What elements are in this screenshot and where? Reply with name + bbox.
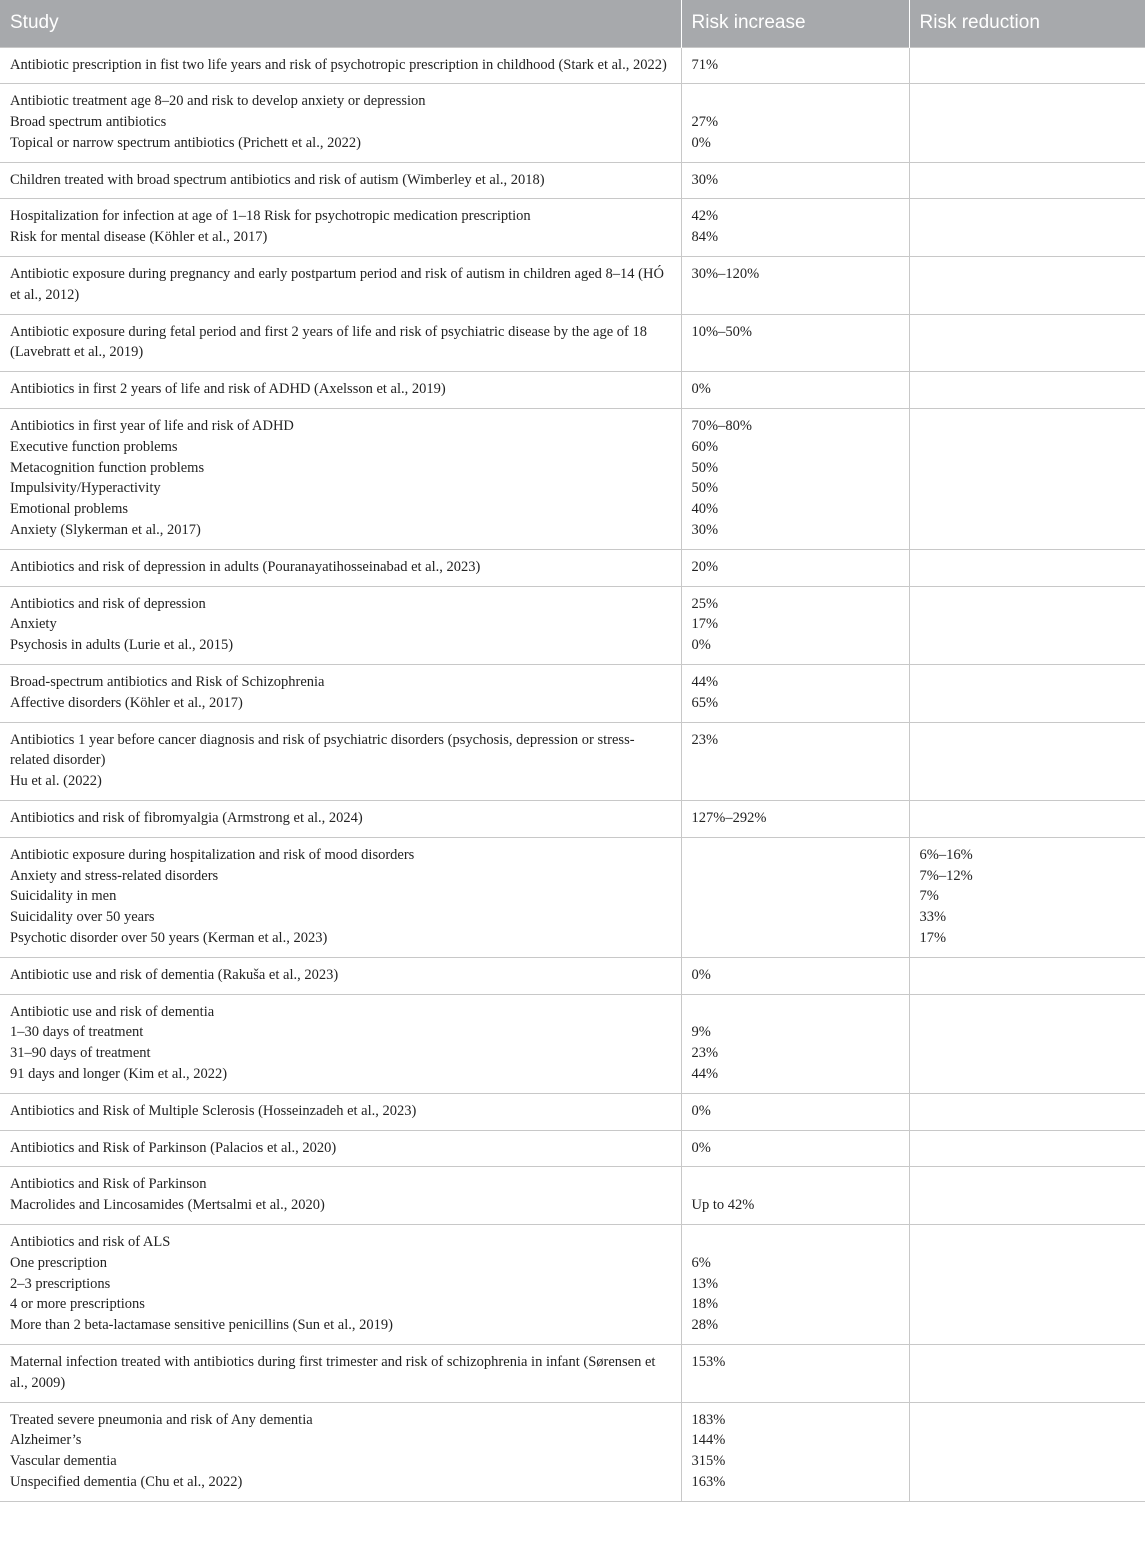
table-row bbox=[0, 994, 1145, 1093]
table-row bbox=[0, 665, 1145, 723]
risk-increase-cell bbox=[681, 957, 909, 994]
risk-increase-cell bbox=[681, 162, 909, 199]
risk-increase-cell bbox=[681, 837, 909, 957]
study-cell bbox=[0, 801, 681, 838]
table-row bbox=[0, 84, 1145, 162]
table-row bbox=[0, 372, 1145, 409]
risk-reduction-cell bbox=[909, 1402, 1145, 1501]
study-cell-line: Executive function problems bbox=[10, 438, 178, 455]
risk-increase-cell bbox=[681, 314, 909, 372]
study-cell bbox=[0, 1402, 681, 1501]
risk-increase-cell-line: 153% bbox=[691, 1353, 726, 1370]
risk-reduction-cell bbox=[909, 257, 1145, 315]
risk-increase-cell-line: 0% bbox=[691, 1139, 711, 1156]
risk-increase-cell-line: 0% bbox=[691, 381, 711, 398]
table-row bbox=[0, 314, 1145, 372]
study-cell bbox=[0, 1130, 681, 1167]
risk-increase-cell-line: 50% bbox=[691, 480, 719, 497]
risk-reduction-cell-line: 17% bbox=[919, 930, 947, 946]
study-cell-line: 1–30 days of treatment bbox=[10, 1024, 144, 1041]
study-cell bbox=[0, 994, 681, 1093]
risk-increase-cell bbox=[681, 1344, 909, 1402]
study-cell bbox=[0, 409, 681, 550]
risk-increase-cell-line: 23% bbox=[691, 731, 719, 748]
risk-increase-cell-line: 84% bbox=[691, 229, 719, 246]
study-cell-line: 31–90 days of treatment bbox=[10, 1045, 151, 1062]
study-cell bbox=[0, 957, 681, 994]
risk-reduction-cell bbox=[909, 314, 1145, 372]
table-row bbox=[0, 801, 1145, 838]
study-cell-line: Psychosis in adults (Lurie et al., 2015) bbox=[10, 637, 234, 654]
study-cell-line: Antibiotics and Risk of Parkinson bbox=[10, 1176, 207, 1193]
risk-increase-cell-line: 30% bbox=[691, 522, 719, 539]
header-study: Study bbox=[0, 0, 681, 47]
study-cell-line: One prescription bbox=[10, 1254, 108, 1271]
study-cell-line: Impulsivity/Hyperactivity bbox=[10, 480, 161, 497]
study-cell-line: More than 2 beta-lactamase sensitive penicillins (Sun et al., 2019) bbox=[10, 1317, 393, 1334]
risk-increase-cell-line: 42% bbox=[691, 208, 719, 225]
study-cell-line: 91 days and longer (Kim et al., 2022) bbox=[10, 1065, 228, 1082]
study-cell-line: Antibiotic use and risk of dementia bbox=[10, 1003, 215, 1020]
table-body bbox=[0, 47, 1145, 1501]
study-cell-line: Emotional problems bbox=[10, 501, 128, 518]
study-cell bbox=[0, 84, 681, 162]
risk-increase-cell bbox=[681, 549, 909, 586]
study-cell-line: Antibiotics and risk of ALS bbox=[10, 1233, 171, 1250]
risk-increase-cell-line bbox=[692, 1174, 899, 1195]
risk-increase-cell-line: 315% bbox=[691, 1453, 726, 1470]
study-cell-line: Antibiotic exposure during fetal period and first 2 years of life and risk of psychiatric disease by the age of 18 (Lavebratt et al., 2019) bbox=[10, 323, 648, 361]
table-row bbox=[0, 1402, 1145, 1501]
study-cell bbox=[0, 47, 681, 84]
risk-increase-cell-line: 44% bbox=[691, 1065, 719, 1082]
risk-increase-cell-line: 6% bbox=[691, 1254, 711, 1271]
study-cell-line: Antibiotics and risk of depression in adults (Pouranayatihosseinabad et al., 2023) bbox=[10, 558, 481, 575]
risk-reduction-cell bbox=[909, 549, 1145, 586]
study-cell-line: Antibiotics and Risk of Parkinson (Palacios et al., 2020) bbox=[10, 1139, 337, 1156]
study-cell-line: Antibiotics 1 year before cancer diagnosis and risk of psychiatric disorders (psychosis, depression or stress-related disorder) bbox=[10, 731, 635, 769]
risk-increase-cell-line: 25% bbox=[691, 595, 719, 612]
study-cell bbox=[0, 1167, 681, 1225]
study-cell-line: Topical or narrow spectrum antibiotics (Prichett et al., 2022) bbox=[10, 134, 361, 151]
table-row bbox=[0, 199, 1145, 257]
risk-increase-cell bbox=[681, 665, 909, 723]
risk-increase-cell-line: 10%–50% bbox=[691, 323, 752, 340]
risk-reduction-cell bbox=[909, 1224, 1145, 1344]
risk-increase-cell-line: 9% bbox=[691, 1024, 711, 1041]
study-cell-line: Suicidality over 50 years bbox=[10, 909, 155, 926]
risk-increase-cell-line: 0% bbox=[691, 1102, 711, 1119]
study-cell-line: Treated severe pneumonia and risk of Any dementia bbox=[10, 1411, 313, 1428]
study-cell-line: Vascular dementia bbox=[10, 1453, 117, 1470]
study-cell-line: Affective disorders (Köhler et al., 2017) bbox=[10, 694, 243, 711]
risk-increase-cell bbox=[681, 47, 909, 84]
risk-increase-cell-line: 70%–80% bbox=[691, 418, 752, 435]
risk-increase-cell bbox=[681, 409, 909, 550]
table-row bbox=[0, 1167, 1145, 1225]
risk-increase-cell bbox=[681, 1093, 909, 1130]
risk-reduction-cell bbox=[909, 722, 1145, 800]
study-cell-line: Antibiotics in first year of life and risk of ADHD bbox=[10, 418, 294, 435]
study-cell bbox=[0, 314, 681, 372]
risk-increase-cell-line: 50% bbox=[691, 459, 719, 476]
study-cell-line: Hospitalization for infection at age of 1–18 Risk for psychotropic medication prescription bbox=[10, 208, 531, 225]
table-row bbox=[0, 722, 1145, 800]
header-row bbox=[0, 0, 1145, 47]
risk-increase-cell-line: 28% bbox=[691, 1317, 719, 1334]
risk-increase-cell-line: 30%–120% bbox=[691, 266, 760, 283]
study-cell-line: Metacognition function problems bbox=[10, 459, 205, 476]
table-row bbox=[0, 162, 1145, 199]
table-row bbox=[0, 586, 1145, 664]
study-cell bbox=[0, 257, 681, 315]
study-cell-line: Antibiotic prescription in fist two life years and risk of psychotropic prescription in childhood (Stark et al., 2022) bbox=[10, 56, 667, 73]
study-cell bbox=[0, 162, 681, 199]
header-risk-increase: Risk increase bbox=[681, 0, 909, 47]
study-cell-line: 4 or more prescriptions bbox=[10, 1296, 145, 1313]
study-cell-line: Maternal infection treated with antibiotics during first trimester and risk of schizophrenia in infant (Sørensen et al., 2009) bbox=[10, 1353, 656, 1391]
study-cell-line: Psychotic disorder over 50 years (Kerman et al., 2023) bbox=[10, 930, 328, 946]
risk-reduction-cell bbox=[909, 47, 1145, 84]
header-risk-reduction: Risk reduction bbox=[909, 0, 1145, 47]
risk-increase-cell-line bbox=[692, 1232, 899, 1253]
risk-increase-cell-line: 13% bbox=[691, 1275, 719, 1292]
risk-reduction-cell-line: 7% bbox=[919, 888, 939, 905]
risk-reduction-cell-line: 7%–12% bbox=[919, 867, 973, 884]
risk-increase-cell bbox=[681, 1402, 909, 1501]
study-cell-line: Antibiotic treatment age 8–20 and risk to develop anxiety or depression bbox=[10, 93, 426, 110]
risk-increase-cell-line: 17% bbox=[691, 616, 719, 633]
risk-reduction-cell bbox=[909, 1130, 1145, 1167]
study-cell-line: Hu et al. (2022) bbox=[10, 773, 102, 790]
table-row bbox=[0, 1344, 1145, 1402]
risk-reduction-cell bbox=[909, 162, 1145, 199]
study-cell-line: Anxiety bbox=[10, 616, 57, 633]
study-cell bbox=[0, 372, 681, 409]
risk-increase-cell-line: 20% bbox=[691, 558, 719, 575]
study-cell bbox=[0, 586, 681, 664]
study-cell-line: Anxiety and stress-related disorders bbox=[10, 867, 219, 884]
risk-reduction-cell bbox=[909, 372, 1145, 409]
risk-increase-cell-line: 0% bbox=[691, 637, 711, 654]
study-cell bbox=[0, 549, 681, 586]
study-cell-line: Suicidality in men bbox=[10, 888, 117, 905]
study-cell bbox=[0, 1224, 681, 1344]
risk-increase-cell bbox=[681, 722, 909, 800]
study-cell bbox=[0, 665, 681, 723]
table-row bbox=[0, 409, 1145, 550]
risk-reduction-cell bbox=[909, 1344, 1145, 1402]
risk-increase-cell-line bbox=[692, 91, 899, 112]
risk-increase-cell-line: 0% bbox=[691, 134, 711, 151]
risk-increase-cell bbox=[681, 1130, 909, 1167]
risk-reduction-cell-line: 6%–16% bbox=[919, 846, 973, 863]
risk-increase-cell bbox=[681, 586, 909, 664]
risk-increase-cell bbox=[681, 994, 909, 1093]
risk-reduction-cell bbox=[909, 837, 1145, 957]
risk-reduction-cell bbox=[909, 409, 1145, 550]
study-cell-line: Antibiotics and Risk of Multiple Sclerosis (Hosseinzadeh et al., 2023) bbox=[10, 1102, 417, 1119]
risk-reduction-cell bbox=[909, 84, 1145, 162]
risk-increase-cell-line: 0% bbox=[691, 966, 711, 983]
table-row bbox=[0, 957, 1145, 994]
study-cell-line: Antibiotics in first 2 years of life and risk of ADHD (Axelsson et al., 2019) bbox=[10, 381, 446, 398]
risk-increase-cell-line: 163% bbox=[691, 1473, 726, 1490]
risk-reduction-cell bbox=[909, 586, 1145, 664]
risk-increase-cell-line bbox=[692, 1002, 899, 1023]
study-cell-line: Children treated with broad spectrum antibiotics and risk of autism (Wimberley et al., 2018) bbox=[10, 171, 545, 188]
risk-increase-cell-line: 27% bbox=[691, 114, 719, 131]
study-cell-line: Anxiety (Slykerman et al., 2017) bbox=[10, 522, 201, 539]
table-row bbox=[0, 1093, 1145, 1130]
risk-increase-cell-line: 60% bbox=[691, 438, 719, 455]
risk-reduction-cell bbox=[909, 1167, 1145, 1225]
risk-increase-cell-line: 18% bbox=[691, 1296, 719, 1313]
risk-increase-cell bbox=[681, 1224, 909, 1344]
risk-increase-cell bbox=[681, 257, 909, 315]
risk-reduction-cell bbox=[909, 1093, 1145, 1130]
risk-increase-cell-line: 65% bbox=[691, 694, 719, 711]
risk-increase-cell-line: 183% bbox=[691, 1411, 726, 1428]
risk-increase-cell-line: 144% bbox=[691, 1432, 726, 1449]
risk-increase-cell-line: 127%–292% bbox=[691, 810, 767, 827]
risk-increase-cell-line: 30% bbox=[691, 171, 719, 188]
table-row bbox=[0, 1224, 1145, 1344]
table-row bbox=[0, 1130, 1145, 1167]
risk-increase-cell bbox=[681, 199, 909, 257]
risk-increase-cell bbox=[681, 84, 909, 162]
risk-reduction-cell bbox=[909, 994, 1145, 1093]
study-cell-line: Antibiotic use and risk of dementia (Rakuša et al., 2023) bbox=[10, 966, 339, 983]
study-cell bbox=[0, 1344, 681, 1402]
study-cell bbox=[0, 722, 681, 800]
study-cell bbox=[0, 199, 681, 257]
study-cell-line: Risk for mental disease (Köhler et al., 2017) bbox=[10, 229, 268, 246]
study-cell-line: Antibiotics and risk of fibromyalgia (Armstrong et al., 2024) bbox=[10, 810, 363, 827]
table-header bbox=[0, 0, 1145, 47]
risk-reduction-cell bbox=[909, 665, 1145, 723]
risk-increase-cell-line: 44% bbox=[691, 674, 719, 691]
table-row bbox=[0, 47, 1145, 84]
study-cell-line: Macrolides and Lincosamides (Mertsalmi et al., 2020) bbox=[10, 1197, 325, 1214]
risk-reduction-cell bbox=[909, 957, 1145, 994]
study-cell-line: 2–3 prescriptions bbox=[10, 1275, 111, 1292]
table-row bbox=[0, 257, 1145, 315]
risk-increase-cell-line: 71% bbox=[691, 56, 719, 73]
study-cell bbox=[0, 837, 681, 957]
risk-increase-cell-line: Up to 42% bbox=[691, 1197, 755, 1214]
study-cell-line: Antibiotic exposure during pregnancy and early postpartum period and risk of autism in children aged 8–14 (HÓ et al., 2012) bbox=[10, 266, 664, 303]
risk-increase-cell-line: 40% bbox=[691, 501, 719, 518]
risk-increase-cell-line: 23% bbox=[691, 1045, 719, 1062]
risk-reduction-cell bbox=[909, 199, 1145, 257]
study-cell-line: Antibiotics and risk of depression bbox=[10, 595, 206, 612]
study-cell-line: Alzheimer’s bbox=[10, 1432, 82, 1449]
study-cell bbox=[0, 1093, 681, 1130]
study-cell-line: Broad spectrum antibiotics bbox=[10, 114, 167, 131]
risk-reduction-cell-line: 33% bbox=[919, 909, 947, 926]
risk-increase-cell bbox=[681, 372, 909, 409]
study-cell-line: Antibiotic exposure during hospitalization and risk of mood disorders bbox=[10, 846, 415, 863]
table-row bbox=[0, 549, 1145, 586]
risk-reduction-cell bbox=[909, 801, 1145, 838]
study-cell-line: Broad-spectrum antibiotics and Risk of Schizophrenia bbox=[10, 674, 325, 691]
risk-increase-cell bbox=[681, 801, 909, 838]
risk-increase-cell bbox=[681, 1167, 909, 1225]
study-cell-line: Unspecified dementia (Chu et al., 2022) bbox=[10, 1473, 243, 1490]
table-row bbox=[0, 837, 1145, 957]
